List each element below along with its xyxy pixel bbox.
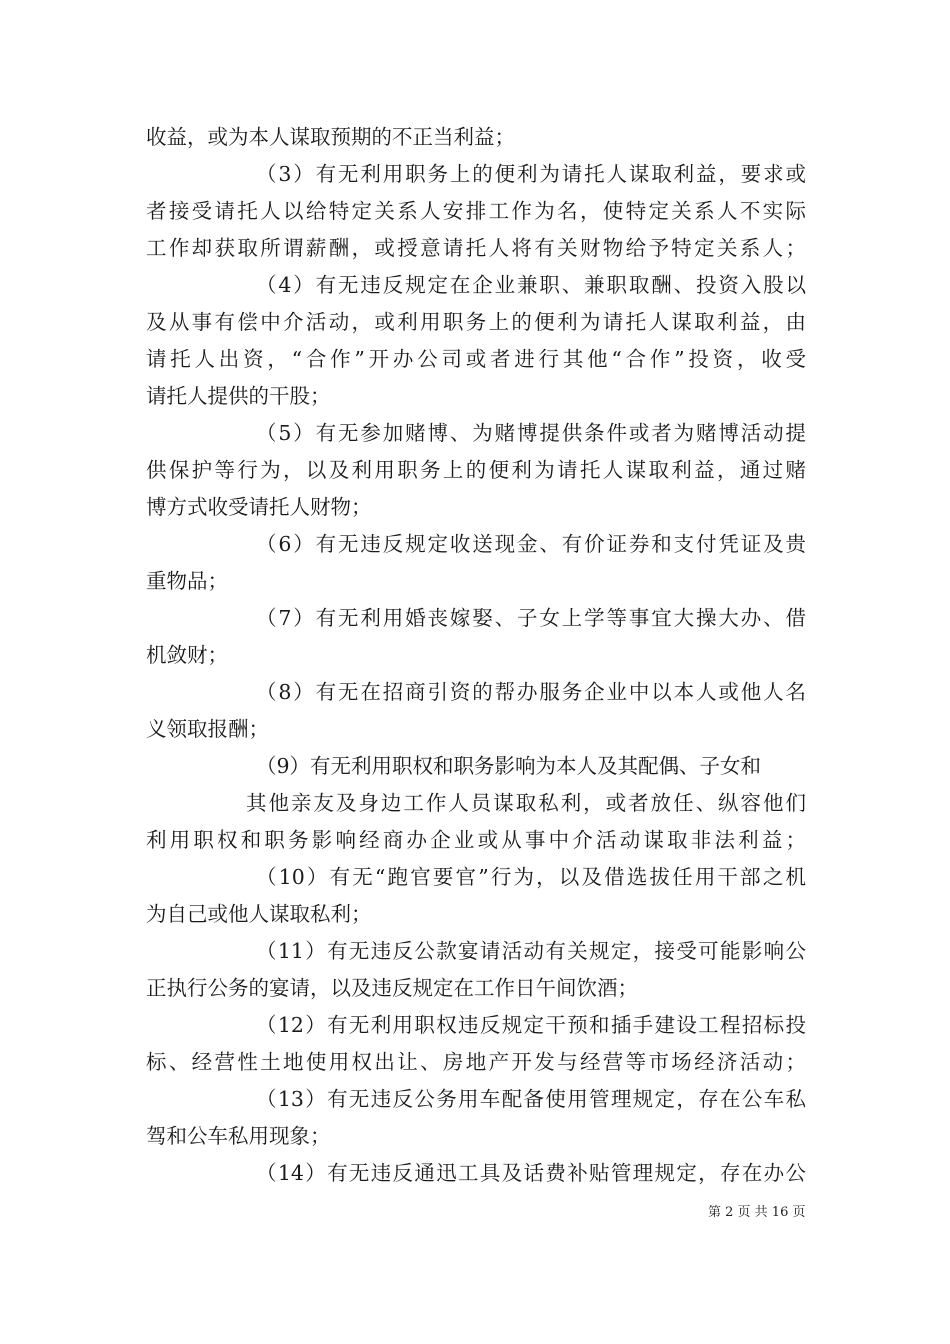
text-line: 收益，或为本人谋取预期的不正当利益； bbox=[146, 125, 515, 149]
text-line: （5）有无参加赌博、为赌博提供条件或者为赌博活动提 bbox=[256, 421, 806, 445]
text-line: （11）有无违反公款宴请活动有关规定，接受可能影响公 bbox=[256, 939, 806, 963]
text-line: （7）有无利用婚丧嫁娶、子女上学等事宜大操大办、借 bbox=[256, 606, 806, 630]
text-line: 其他亲友及身边工作人员谋取私利，或者放任、纵容他们 bbox=[246, 791, 806, 815]
text-line: 机敛财； bbox=[146, 643, 228, 667]
text-line: （14）有无违反通迅工具及话费补贴管理规定，存在办公 bbox=[256, 1161, 806, 1185]
text-line: 义领取报酬； bbox=[146, 717, 269, 741]
text-line: （13）有无违反公务用车配备使用管理规定，存在公车私 bbox=[256, 1087, 806, 1111]
text-line: （9）有无利用职权和职务影响为本人及其配偶、子女和 bbox=[256, 754, 762, 778]
text-line: 工作却获取所谓薪酬，或授意请托人将有关财物给予特定关系人； bbox=[146, 236, 806, 260]
text-line: （6）有无违反规定收送现金、有价证券和支付凭证及贵 bbox=[256, 532, 806, 556]
text-line: 驾和公车私用现象； bbox=[146, 1124, 331, 1148]
text-line: （12）有无利用职权违反规定干预和插手建设工程招标投 bbox=[256, 1013, 806, 1037]
text-line: （8）有无在招商引资的帮办服务企业中以本人或他人名 bbox=[256, 680, 806, 704]
page-number-footer: 第 2 页 共 16 页 bbox=[708, 1205, 806, 1220]
text-line: （10）有无“跑官要官”行为，以及借选拔任用干部之机 bbox=[256, 865, 806, 889]
text-line: 博方式收受请托人财物； bbox=[146, 495, 372, 519]
text-line: 及从事有偿中介活动，或利用职务上的便利为请托人谋取利益，由 bbox=[146, 310, 806, 334]
text-line: 为自己或他人谋取私利； bbox=[146, 902, 372, 926]
text-line: 请托人提供的干股； bbox=[146, 384, 331, 408]
text-line: 重物品； bbox=[146, 569, 228, 593]
text-line: （4）有无违反规定在企业兼职、兼职取酬、投资入股以 bbox=[256, 273, 806, 297]
text-line: 标、经营性土地使用权出让、房地产开发与经营等市场经济活动； bbox=[146, 1050, 806, 1074]
text-line: 请托人出资，“合作”开办公司或者进行其他“合作”投资，收受 bbox=[146, 347, 806, 371]
text-line: 正执行公务的宴请，以及违反规定在工作日午间饮酒； bbox=[146, 976, 638, 1000]
text-line: 供保护等行为，以及利用职务上的便利为请托人谋取利益，通过赌 bbox=[146, 458, 806, 482]
text-line: 利用职权和职务影响经商办企业或从事中介活动谋取非法利益； bbox=[146, 828, 806, 852]
text-line: （3）有无利用职务上的便利为请托人谋取利益，要求或 bbox=[256, 162, 806, 186]
text-line: 者接受请托人以给特定关系人安排工作为名，使特定关系人不实际 bbox=[146, 199, 806, 223]
